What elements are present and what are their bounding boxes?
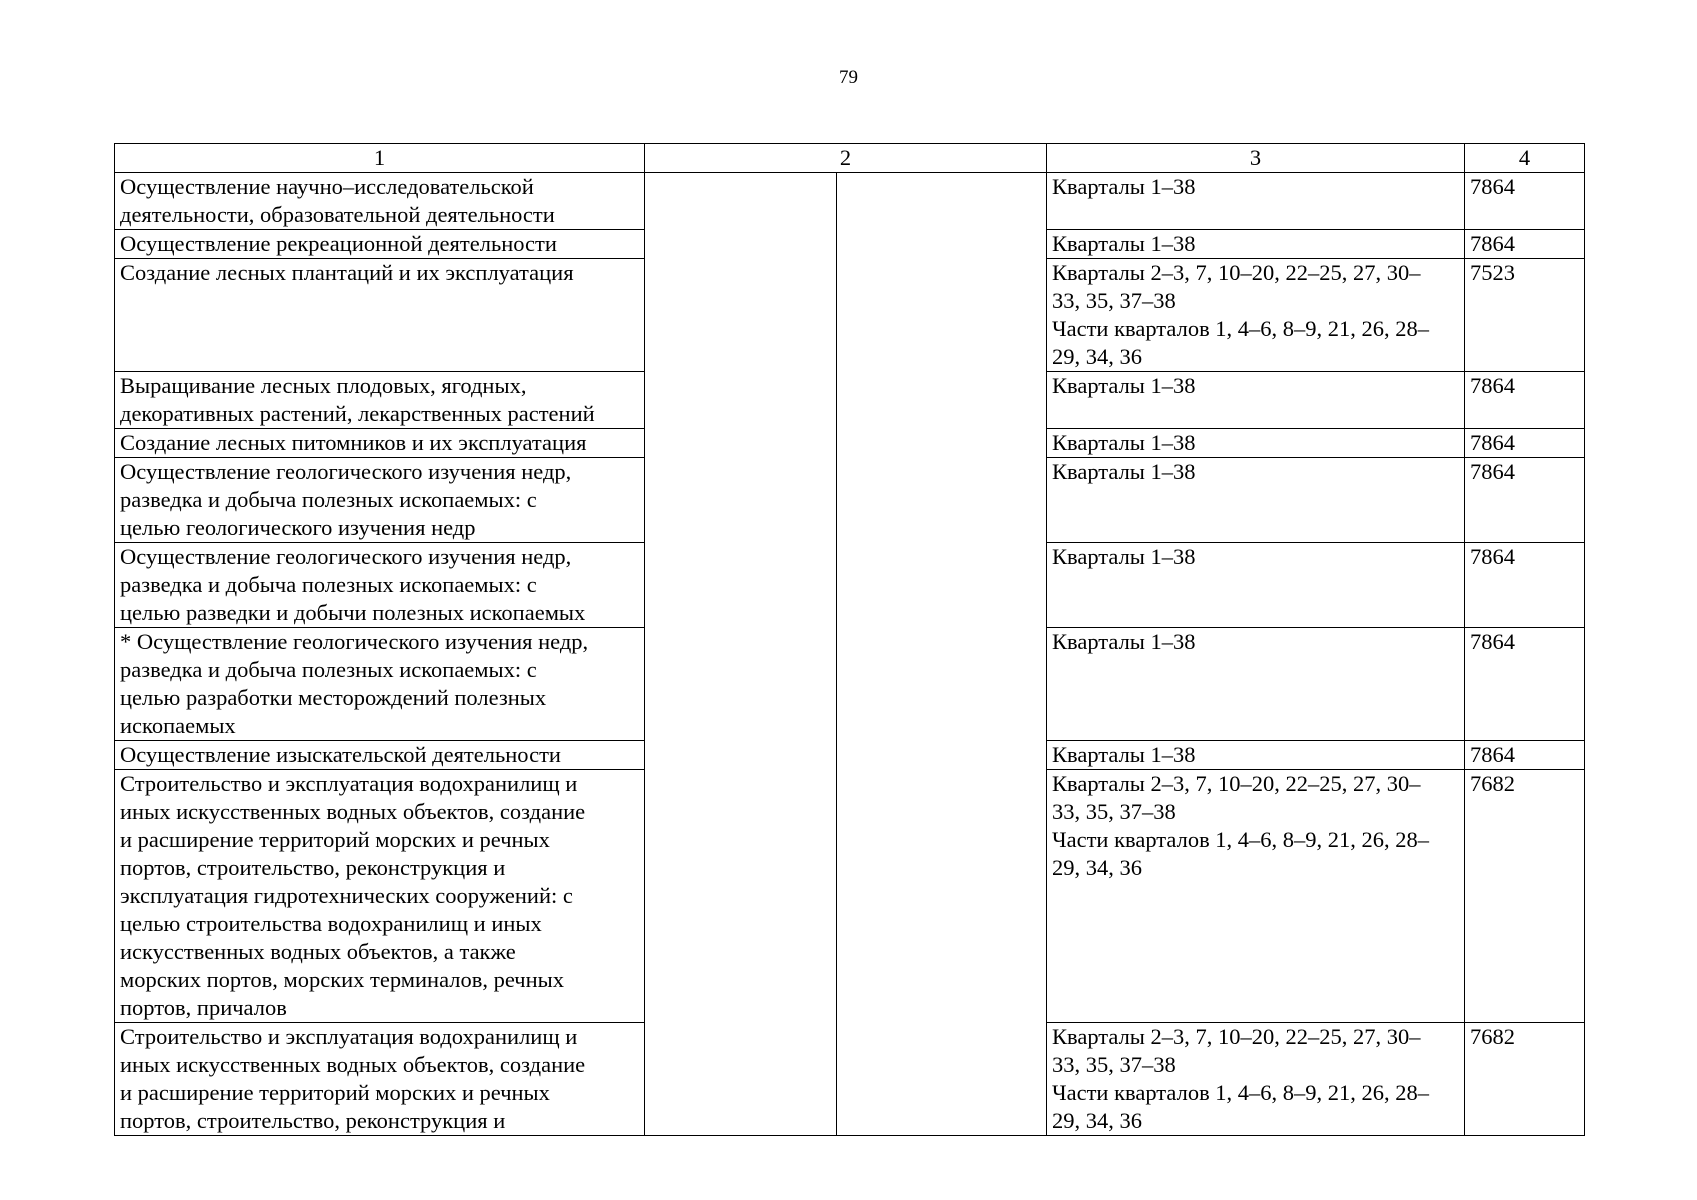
activity-cell: [115, 543, 645, 628]
activity-text-line: деятельности, образовательной деятельности: [120, 202, 555, 227]
quarters-text-line: 33, 35, 37–38: [1052, 288, 1176, 313]
quarters-text-line: Кварталы 1–38: [1052, 373, 1196, 398]
activity-cell: [115, 173, 645, 230]
activity-text-line: Осуществление геологического изучения недр,: [120, 544, 572, 569]
activity-text-line: целью разработки месторождений полезных: [120, 685, 547, 710]
quarters-text-line: Кварталы 1–38: [1052, 459, 1196, 484]
activity-text-line: Осуществление рекреационной деятельности: [120, 231, 557, 256]
column-2-divider: [836, 173, 837, 1135]
table-header-row: [115, 144, 1585, 173]
activity-text-line: морских портов, морских терминалов, речных: [120, 967, 565, 992]
header-col-4: 4: [1465, 144, 1585, 173]
area-cell: 7864: [1465, 372, 1585, 429]
quarters-text-line: Части кварталов 1, 4–6, 8–9, 21, 26, 28–: [1052, 827, 1430, 852]
table-body: [115, 173, 1585, 1136]
quarters-cell: [1047, 1023, 1465, 1136]
activity-text-line: разведка и добыча полезных ископаемых: с: [120, 657, 537, 682]
activity-cell: [115, 741, 645, 770]
quarters-text-line: Кварталы 1–38: [1052, 430, 1196, 455]
area-cell: 7682: [1465, 770, 1585, 1023]
area-cell: 7682: [1465, 1023, 1585, 1136]
activity-text-line: разведка и добыча полезных ископаемых: с: [120, 572, 537, 597]
quarters-text-line: Кварталы 1–38: [1052, 231, 1196, 256]
activity-text-line: Осуществление научно–исследовательской: [120, 174, 534, 199]
activity-text-line: портов, строительство, реконструкция и: [120, 855, 506, 880]
header-col-3: 3: [1047, 144, 1465, 173]
quarters-text-line: Кварталы 2–3, 7, 10–20, 22–25, 27, 30–: [1052, 1024, 1421, 1049]
quarters-cell: [1047, 259, 1465, 372]
quarters-cell: [1047, 543, 1465, 628]
area-cell: 7864: [1465, 230, 1585, 259]
column-2-merged-cell: [645, 173, 1047, 1136]
quarters-cell: [1047, 230, 1465, 259]
quarters-text-line: Кварталы 1–38: [1052, 544, 1196, 569]
quarters-text-line: Кварталы 2–3, 7, 10–20, 22–25, 27, 30–: [1052, 771, 1421, 796]
quarters-cell: [1047, 628, 1465, 741]
activity-text-line: и расширение территорий морских и речных: [120, 1080, 550, 1105]
activity-cell: [115, 458, 645, 543]
activity-cell: [115, 770, 645, 1023]
page-number: 79: [839, 67, 858, 88]
activity-text-line: и расширение территорий морских и речных: [120, 827, 550, 852]
activity-text-line: искусственных водных объектов, а также: [120, 939, 516, 964]
quarters-text-line: 29, 34, 36: [1052, 1108, 1142, 1133]
activity-text-line: целью строительства водохранилищ и иных: [120, 911, 542, 936]
activity-cell: [115, 429, 645, 458]
area-cell: 7523: [1465, 259, 1585, 372]
quarters-text-line: Части кварталов 1, 4–6, 8–9, 21, 26, 28–: [1052, 1080, 1430, 1105]
quarters-cell: [1047, 173, 1465, 230]
activity-text-line: Строительство и эксплуатация водохранилищ и: [120, 1024, 578, 1049]
activity-text-line: Создание лесных питомников и их эксплуатация: [120, 430, 587, 455]
header-col-1: 1: [115, 144, 645, 173]
activity-text-line: портов, причалов: [120, 995, 287, 1020]
activity-text-line: Создание лесных плантаций и их эксплуатация: [120, 260, 574, 285]
quarters-text-line: 29, 34, 36: [1052, 855, 1142, 880]
area-cell: 7864: [1465, 429, 1585, 458]
table-row: [115, 173, 1585, 230]
activity-text-line: иных искусственных водных объектов, создание: [120, 799, 586, 824]
activity-text-line: портов, строительство, реконструкция и: [120, 1108, 506, 1133]
quarters-cell: [1047, 770, 1465, 1023]
area-cell: 7864: [1465, 543, 1585, 628]
activity-text-line: ископаемых: [120, 713, 236, 738]
quarters-text-line: Кварталы 1–38: [1052, 174, 1196, 199]
quarters-cell: [1047, 372, 1465, 429]
forest-use-table: [114, 143, 1585, 1136]
activity-text-line: Осуществление изыскательской деятельности: [120, 742, 561, 767]
activity-text-line: Осуществление геологического изучения недр,: [120, 459, 572, 484]
quarters-text-line: Кварталы 1–38: [1052, 629, 1196, 654]
activity-text-line: Строительство и эксплуатация водохранилищ и: [120, 771, 578, 796]
activity-text-line: * Осуществление геологического изучения недр,: [120, 629, 589, 654]
area-cell: 7864: [1465, 628, 1585, 741]
quarters-cell: [1047, 741, 1465, 770]
activity-text-line: декоративных растений, лекарственных растений: [120, 401, 595, 426]
area-cell: 7864: [1465, 173, 1585, 230]
activity-cell: [115, 628, 645, 741]
quarters-cell: [1047, 458, 1465, 543]
quarters-text-line: 33, 35, 37–38: [1052, 1052, 1176, 1077]
activity-text-line: целью разведки и добычи полезных ископаемых: [120, 600, 586, 625]
quarters-text-line: Части кварталов 1, 4–6, 8–9, 21, 26, 28–: [1052, 316, 1430, 341]
activity-cell: [115, 372, 645, 429]
activity-cell: [115, 1023, 645, 1136]
quarters-text-line: Кварталы 1–38: [1052, 742, 1196, 767]
header-col-2: 2: [645, 144, 1047, 173]
quarters-text-line: Кварталы 2–3, 7, 10–20, 22–25, 27, 30–: [1052, 260, 1421, 285]
activity-cell: [115, 259, 645, 372]
quarters-cell: [1047, 429, 1465, 458]
quarters-text-line: 33, 35, 37–38: [1052, 799, 1176, 824]
activity-text-line: иных искусственных водных объектов, создание: [120, 1052, 586, 1077]
area-cell: 7864: [1465, 458, 1585, 543]
activity-cell: [115, 230, 645, 259]
activity-text-line: Выращивание лесных плодовых, ягодных,: [120, 373, 527, 398]
activity-text-line: разведка и добыча полезных ископаемых: с: [120, 487, 537, 512]
activity-text-line: эксплуатация гидротехнических сооружений: с: [120, 883, 573, 908]
quarters-text-line: 29, 34, 36: [1052, 344, 1142, 369]
area-cell: 7864: [1465, 741, 1585, 770]
activity-text-line: целью геологического изучения недр: [120, 515, 476, 540]
